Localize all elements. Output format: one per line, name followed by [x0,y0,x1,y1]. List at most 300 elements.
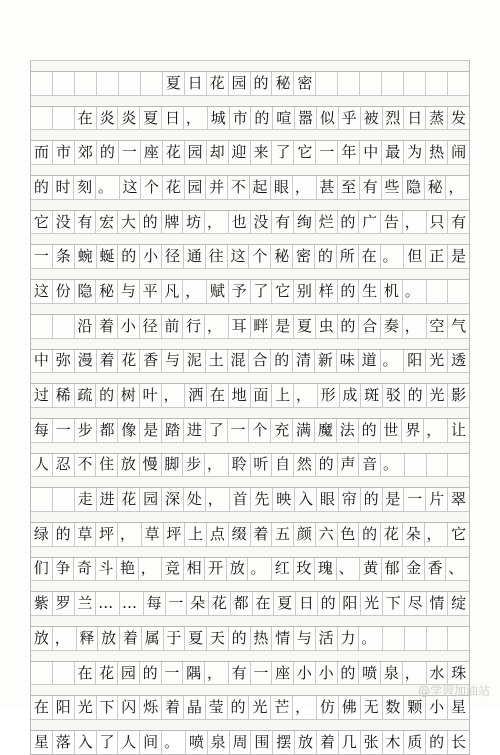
grid-cell: 无 [360,696,382,719]
grid-cell: 朵 [402,523,424,546]
grid-cell: 密 [292,245,314,268]
grid-cell: 一 [161,662,183,685]
grid-cell: 有 [74,211,96,234]
grid-cell: 、 [445,558,469,581]
grid-cell: ， [161,384,185,407]
grid-cell: 的 [52,523,74,546]
grid-cell: ， [183,107,207,130]
grid-cell: 味 [336,350,358,373]
grid-cell: 至 [337,176,359,199]
grid-cell [404,627,426,650]
grid-cell: 形 [317,384,339,407]
grid-cell [31,107,52,130]
grid-cell: 告 [380,211,402,234]
grid-cell [425,72,447,95]
grid-cell: 日 [403,107,425,130]
grid-cell: 。 [161,731,185,754]
grid-cell: 夏 [162,72,184,95]
grid-cell: 叶 [139,384,161,407]
grid-cell: ， [292,696,316,719]
grid-cell [52,315,74,338]
grid-cell: 步 [74,419,96,442]
grid-cell: 入 [294,488,316,511]
text-row [30,453,470,477]
grid-cell: 光 [425,350,447,373]
row-spacer [30,129,470,140]
grid-cell: 草 [141,523,163,546]
grid-cell: 赋 [206,280,228,303]
grid-cell: 时 [52,176,74,199]
grid-cell: ， [402,315,426,338]
grid-cell: 园 [117,662,139,685]
grid-cell: 每 [143,592,165,615]
grid-cell: 珠 [447,662,469,685]
grid-cell: 竞 [161,558,183,581]
grid-cell: 质 [403,731,425,754]
grid-cell [52,107,74,130]
grid-cell: 都 [230,592,252,615]
grid-cell: 星 [33,732,49,751]
grid-cell: 几 [338,731,360,754]
grid-cell: 着 [119,627,141,650]
grid-cell: 是 [382,488,404,511]
text-row [30,626,470,650]
grid-cell: 上 [184,523,206,546]
row-spacer [30,60,470,71]
grid-cell: 它 [293,141,315,164]
grid-cell: 芒 [270,696,292,719]
grid-cell: 园 [184,141,206,164]
grid-cell [74,72,96,95]
grid-cell: 中 [33,351,49,370]
grid-cell: 花 [206,72,228,95]
grid-cell: 进 [96,488,118,511]
grid-cell: 迎 [228,141,250,164]
grid-cell: ， [402,662,426,685]
grid-cell: 而 [33,143,49,162]
grid-cell [447,627,469,650]
grid-cell: 条 [52,245,74,268]
grid-cell: 宏 [95,211,117,234]
row-spacer [30,199,470,210]
grid-cell: 的 [358,419,380,442]
text-row [30,314,470,338]
grid-cell: 奇 [73,558,95,581]
grid-cell: 的 [227,696,249,719]
grid-cell: ， [138,558,162,581]
grid-cell: 聆 [228,454,250,477]
grid-cell: 映 [272,488,294,511]
grid-cell: 透 [447,350,469,373]
grid-cell [382,627,404,650]
grid-cell: 这 [33,281,49,300]
grid-cell: 烂 [315,211,337,234]
grid-cell: 畔 [250,315,272,338]
grid-cell: 并 [205,176,227,199]
grid-cell: 放 [117,454,139,477]
grid-cell: 有 [447,211,469,234]
grid-cell: 、 [336,558,360,581]
row-spacer [30,164,470,175]
grid-cell: 小 [293,662,315,685]
grid-cell: 树 [117,384,139,407]
grid-cell: 土 [205,350,227,373]
text-row [30,591,470,615]
grid-cell [96,72,118,95]
grid-cell: 通 [183,245,205,268]
grid-cell: 有 [271,211,293,234]
grid-cell: 一 [250,662,272,685]
grid-cell: ， [445,176,469,199]
grid-cell: 烈 [382,107,404,130]
grid-cell: ， [293,384,317,407]
grid-cell: 满 [292,419,314,442]
grid-cell: 合 [248,350,270,373]
grid-cell: 的 [425,731,447,754]
grid-cell: 。 [358,627,382,650]
grid-cell: 法 [336,419,358,442]
grid-cell: 的 [337,662,359,685]
row-spacer [30,511,470,522]
grid-cell: 所 [336,245,358,268]
grid-cell: ， [204,211,228,234]
grid-cell: 莹 [205,696,227,719]
grid-cell: 郁 [381,558,403,581]
grid-cell: 有 [228,662,250,685]
grid-cell: 充 [270,419,292,442]
grid-cell: ， [204,454,228,477]
grid-cell: 争 [52,558,74,581]
grid-cell: 翠 [447,488,469,511]
grid-cell: 夏 [273,592,295,615]
row-spacer [30,546,470,557]
grid-cell: 了 [271,141,293,164]
grid-cell: 了 [96,731,118,754]
grid-cell: 进 [183,419,205,442]
grid-cell: 是 [139,419,161,442]
text-row [30,244,470,268]
row-spacer [30,650,470,661]
grid-cell: 每 [33,420,49,439]
grid-cell: 隐 [74,280,96,303]
grid-cell: 小 [425,696,447,719]
grid-cell: 天 [206,627,228,650]
text-row [30,487,470,511]
grid-cell: 水 [426,662,448,685]
grid-cell [140,72,162,95]
grid-cell: 隅 [182,662,204,685]
grid-cell: 颜 [293,523,315,546]
grid-cell: ， [402,211,426,234]
grid-cell: ， [52,627,76,650]
grid-cell: 先 [250,488,272,511]
text-row [30,661,470,685]
grid-cell: 晶 [183,696,205,719]
grid-cell: 个 [140,176,162,199]
grid-cell: 夏 [184,627,206,650]
grid-cell: 这 [119,176,141,199]
grid-cell: 踏 [161,419,183,442]
watermark: @学習加油站 [417,684,490,698]
grid-cell: 园 [139,488,161,511]
grid-cell: 在 [74,662,96,685]
grid-cell: 新 [314,350,336,373]
grid-cell: 秘 [424,176,446,199]
manuscript-grid [30,60,470,755]
grid-cell: 阳 [403,350,425,373]
grid-cell: 们 [33,559,49,578]
grid-cell [447,280,469,303]
text-row [30,279,470,303]
grid-cell: 的 [33,177,49,196]
grid-cell: 坪 [163,523,185,546]
grid-cell: 闹 [447,141,469,164]
grid-cell: 日 [184,72,206,95]
grid-cell: ， [204,315,228,338]
grid-cell: 往 [205,245,227,268]
grid-cell [52,662,74,685]
grid-cell: 佛 [338,696,360,719]
grid-cell: 朵 [186,592,208,615]
grid-cell [359,72,381,95]
grid-cell: 泥 [183,350,205,373]
row-spacer [30,303,470,314]
grid-cell: 没 [250,211,272,234]
grid-cell: 着 [161,696,183,719]
grid-cell [52,488,74,511]
grid-cell: 花 [117,350,139,373]
grid-cell: 了 [250,280,272,303]
grid-cell: 花 [208,592,230,615]
grid-cell: 深 [161,488,183,511]
grid-cell: 像 [117,419,139,442]
grid-cell: 郊 [74,141,96,164]
grid-cell: 放 [226,558,248,581]
grid-cell: 气 [447,315,469,338]
grid-cell: 花 [380,523,402,546]
grid-cell: 斗 [95,558,117,581]
grid-cell: 阳 [339,592,361,615]
grid-cell: 听 [250,454,272,477]
grid-cell: 下 [382,592,404,615]
grid-cell: 让 [447,419,469,442]
text-row [30,106,470,130]
grid-cell: 奏 [380,315,402,338]
grid-cell: 是 [271,315,293,338]
grid-cell: 有 [359,176,381,199]
grid-cell: 红 [271,558,293,581]
grid-cell: 蜿 [74,245,96,268]
row-spacer [30,268,470,279]
grid-cell: 花 [95,662,117,685]
grid-cell: 机 [380,280,402,303]
grid-cell: 成 [339,384,361,407]
text-row [30,349,470,373]
grid-cell [31,662,52,685]
grid-cell: 一 [52,419,74,442]
grid-cell: 片 [425,488,447,511]
grid-cell [447,72,469,95]
grid-cell: 市 [229,107,251,130]
grid-cell: 似 [316,107,338,130]
row-spacer [30,684,470,695]
grid-cell: 音 [358,454,380,477]
row-spacer [30,442,470,453]
grid-cell [426,627,448,650]
grid-cell: 玫 [293,558,315,581]
grid-cell: 乎 [338,107,360,130]
grid-cell: 的 [404,384,426,407]
grid-cell: 它 [33,212,49,231]
grid-cell: 绽 [447,592,469,615]
grid-cell: 蒸 [425,107,447,130]
row-spacer [30,719,470,730]
grid-cell: 混 [227,350,249,373]
grid-cell [426,454,448,477]
grid-cell: 眼 [316,488,338,511]
grid-cell: 香 [139,350,161,373]
text-row [30,140,470,164]
grid-cell: 属 [141,627,163,650]
grid-cell: 。 [380,454,404,477]
grid-cell: 弥 [52,350,74,373]
grid-cell: 秘 [95,280,117,303]
grid-cell: 声 [337,454,359,477]
grid-cell: 它 [447,523,469,546]
grid-cell: 疏 [74,384,96,407]
row-spacer [30,580,470,591]
grid-cell [31,72,52,95]
grid-cell: 清 [292,350,314,373]
grid-cell: 道 [358,350,380,373]
grid-cell: 沿 [74,315,96,338]
grid-cell: 空 [426,315,448,338]
grid-cell: ， [117,523,141,546]
grid-cell: 一 [118,141,140,164]
grid-cell [426,280,448,303]
text-row [30,557,470,581]
grid-cell: 漫 [74,350,96,373]
grid-cell: 帘 [338,488,360,511]
grid-cell: 的 [117,245,139,268]
grid-cell: 洒 [184,384,206,407]
grid-cell: 的 [337,280,359,303]
grid-cell: 放 [97,627,119,650]
grid-cell: 花 [117,488,139,511]
grid-cell: 颗 [403,696,425,719]
grid-cell: 的 [360,488,382,511]
grid-cell: 城 [207,107,229,130]
grid-cell [52,72,74,95]
grid-cell: 然 [293,454,315,477]
grid-cell: 稀 [52,384,74,407]
grid-cell: 长 [447,731,469,754]
grid-cell: 喷 [358,662,380,685]
grid-cell: 最 [381,141,403,164]
grid-cell: ， [204,662,228,685]
grid-cell: 活 [315,627,337,650]
grid-cell: 影 [447,384,469,407]
grid-cell: 的 [337,211,359,234]
grid-cell: 的 [95,384,117,407]
grid-cell: 泉 [207,731,229,754]
grid-cell: 是 [447,245,469,268]
grid-cell: 凡 [161,280,183,303]
grid-cell: 木 [382,731,404,754]
grid-cell: 斑 [360,384,382,407]
grid-cell: 面 [250,384,272,407]
grid-cell: 在 [252,592,274,615]
grid-cell: 着 [250,523,272,546]
grid-cell: 释 [76,627,98,650]
grid-cell: 蜒 [96,245,118,268]
grid-cell: 上 [271,384,293,407]
text-row [30,522,470,546]
grid-cell: 但 [403,245,425,268]
grid-cell: 也 [228,211,250,234]
grid-cell: 一 [33,247,49,266]
grid-cell: ， [182,280,206,303]
grid-cell: 平 [139,280,161,303]
grid-cell: 数 [382,696,404,719]
grid-cell: 于 [163,627,185,650]
text-row [30,175,470,199]
grid-cell: 夏 [293,315,315,338]
grid-cell: 坪 [95,523,117,546]
grid-cell: … [119,592,143,615]
grid-cell [118,72,140,95]
grid-cell: … [95,592,119,615]
grid-cell: 一 [165,592,187,615]
grid-cell: 着 [316,731,338,754]
grid-cell: 眼 [270,176,292,199]
grid-cell: 径 [139,315,161,338]
grid-cell: 在 [206,384,228,407]
grid-cell: 秘 [271,72,293,95]
grid-cell: 香 [424,558,446,581]
grid-cell: 合 [358,315,380,338]
grid-cell: 的 [250,107,272,130]
grid-cell: 放 [294,731,316,754]
grid-cell: 牌 [161,211,183,234]
grid-cell: 别 [293,280,315,303]
grid-cell [315,72,337,95]
title-row [30,71,470,95]
grid-cell: 的 [96,141,118,164]
grid-cell: 绚 [293,211,315,234]
grid-cell: 。 [95,176,119,199]
text-row [30,383,470,407]
grid-cell: ， [424,523,448,546]
grid-cell: 间 [139,731,161,754]
grid-cell: 秘 [270,245,292,268]
row-spacer [30,407,470,418]
grid-cell: 热 [250,627,272,650]
grid-cell: 在 [33,698,49,717]
grid-cell: 与 [161,350,183,373]
grid-cell: 世 [380,419,402,442]
grid-cell: 与 [293,627,315,650]
grid-cell: 座 [271,662,293,685]
grid-cell: ， [423,419,447,442]
grid-cell: 却 [206,141,228,164]
grid-cell: 一 [403,488,425,511]
grid-cell: 点 [206,523,228,546]
grid-cell: 金 [402,558,424,581]
row-spacer [30,338,470,349]
grid-cell: 日 [161,107,183,130]
text-row [30,418,470,442]
